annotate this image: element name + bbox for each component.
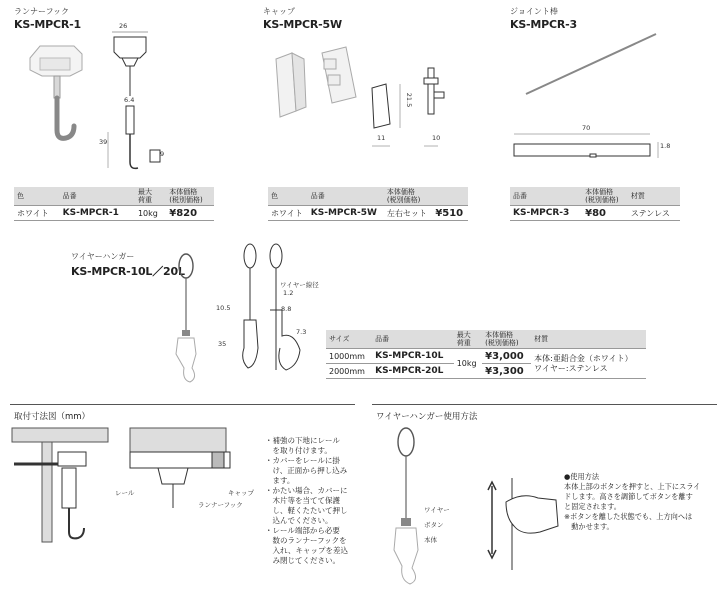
wire-dim-body: 35 (218, 340, 227, 348)
td-set: 左右セット (384, 206, 432, 221)
install-notes (265, 436, 357, 566)
th-material: 材質 (531, 330, 646, 349)
td-model: KS-MPCR-5W (308, 206, 384, 221)
install-title: 取付寸法図（mm） (14, 412, 91, 422)
install-note-line: け、正面から押し込み (265, 466, 348, 475)
runner-hook-table (14, 187, 214, 221)
td-material: ステンレス (628, 206, 680, 221)
td-model: KS-MPCR-3 (510, 206, 582, 221)
th-price: 本体価格 (税別価格) (384, 187, 468, 206)
install-note-line: 木片等を当てて保護 (265, 496, 340, 505)
rod-model: KS-MPCR-3 (510, 18, 577, 31)
wire-diameter-label: ワイヤー線径 (280, 281, 319, 289)
install-label-rail: レール (115, 489, 135, 497)
td-price: ¥80 (582, 206, 628, 221)
install-note-line: 入れ、キャップを差込 (265, 546, 348, 555)
th-color: 色 (14, 187, 60, 206)
usage-method (564, 472, 722, 532)
td-load: 10kg (135, 206, 166, 221)
usage-photo (384, 424, 444, 584)
divider-left (10, 404, 355, 405)
install-note-line: ・カバーをレールに掛 (265, 456, 340, 465)
install-note-line: 数のランナーフックを (265, 536, 347, 545)
th-model: 品番 (60, 187, 135, 206)
td-model: KS-MPCR-10L (372, 349, 454, 364)
td-color: ホワイト (268, 206, 308, 221)
td-size: 1000mm (326, 349, 372, 364)
runner-hook-model: KS-MPCR-1 (14, 18, 81, 31)
install-note-line: ・補強の下地にレール (265, 436, 340, 445)
wire-hanger-table (326, 330, 646, 379)
td-model: KS-MPCR-20L (372, 364, 454, 379)
install-note-line: を取り付けます。 (265, 446, 332, 455)
rod-dim-thick: 1.8 (660, 142, 671, 150)
usage-method-title: ●使用方法 (564, 472, 600, 481)
runner-dim-hook: 9 (160, 150, 165, 158)
td-price: ¥820 (166, 206, 214, 221)
runner-dim-stem: 6.4 (124, 96, 135, 104)
usage-title: ワイヤーハンガー使用方法 (376, 412, 478, 422)
material-wire: ワイヤー:ステンレス (534, 363, 608, 373)
cap-model: KS-MPCR-5W (263, 18, 342, 31)
usage-hand-diagram (486, 478, 562, 570)
th-price: 本体価格 (税別価格) (482, 330, 531, 349)
wire-category: ワイヤーハンガー (71, 252, 135, 261)
th-color: 色 (268, 187, 308, 206)
th-price: 本体価格 (税別価格) (166, 187, 214, 206)
td-model: KS-MPCR-1 (60, 206, 135, 221)
th-model: 品番 (510, 187, 582, 206)
install-label-cap: キャップ (228, 489, 254, 497)
td-price: ¥3,000 (482, 349, 531, 364)
th-price: 本体価格 (税別価格) (582, 187, 628, 206)
usage-method-line: と固定されます。 (564, 502, 621, 511)
rod-photo (520, 30, 660, 100)
wire-hanger-diagram (236, 240, 326, 390)
usage-method-line: ドします。高さを調節してボタンを離す (564, 492, 693, 501)
th-model: 品番 (372, 330, 454, 349)
td-color: ホワイト (14, 206, 60, 221)
rod-diagram (512, 130, 662, 170)
install-diagram (12, 428, 262, 558)
usage-method-line: ※ボタンを離した状態でも、上方向へは (564, 512, 693, 521)
install-note-line: ます。 (265, 476, 295, 485)
th-load: 最大 荷重 (135, 187, 166, 206)
cap-category: キャップ (263, 7, 295, 16)
wire-dim-h: 8.8 (281, 305, 292, 313)
rod-dim-length: 70 (582, 124, 591, 132)
usage-label-button: ボタン (424, 521, 444, 529)
wire-dim-wire: 1.2 (283, 289, 294, 297)
td-size: 2000mm (326, 364, 372, 379)
divider-right (372, 404, 717, 405)
install-note-line: ・レール端部から必要 (265, 526, 340, 535)
wire-hanger-photo (168, 250, 208, 390)
wire-model: KS-MPCR-10L／20L (71, 265, 185, 278)
install-label-runner: ランナーフック (198, 501, 243, 509)
runner-dim-height: 39 (99, 138, 108, 146)
td-price: ¥510 (432, 206, 468, 221)
usage-label-body: 本体 (424, 536, 437, 544)
cap-table (268, 187, 468, 221)
td-material (531, 349, 646, 379)
td-price: ¥3,300 (482, 364, 531, 379)
install-note-line: み閉じてください。 (265, 556, 340, 565)
runner-hook-photo (22, 40, 92, 150)
th-size: サイズ (326, 330, 372, 349)
rod-category: ジョイント棒 (510, 7, 558, 16)
usage-label-wire: ワイヤー (424, 506, 450, 514)
install-note-line: ・かたい場合、カバーに (265, 486, 348, 495)
install-note-line: し、軽くたたいて押し (265, 506, 348, 515)
wire-dim-angle: 7.3 (296, 328, 307, 336)
rod-table (510, 187, 680, 221)
td-load: 10kg (454, 349, 482, 379)
cap-dim-height: 21.5 (405, 92, 414, 108)
th-material: 材質 (628, 187, 680, 206)
runner-hook-category: ランナーフック (14, 7, 70, 16)
cap-photo (270, 45, 370, 125)
cap-dim-w2: 10 (432, 134, 441, 142)
cap-dim-w1: 11 (377, 134, 386, 142)
usage-method-line: 動かせます。 (564, 522, 614, 531)
material-body: 本体:亜鉛合金（ホワイト） (534, 353, 633, 363)
th-load: 最大 荷重 (454, 330, 482, 349)
install-note-line: 込んでください。 (265, 516, 333, 525)
usage-method-line: 本体上部のボタンを押すと、上下にスライ (564, 482, 701, 491)
wire-dim-width: 10.5 (216, 304, 231, 312)
runner-dim-width: 26 (119, 22, 128, 30)
th-model: 品番 (308, 187, 384, 206)
